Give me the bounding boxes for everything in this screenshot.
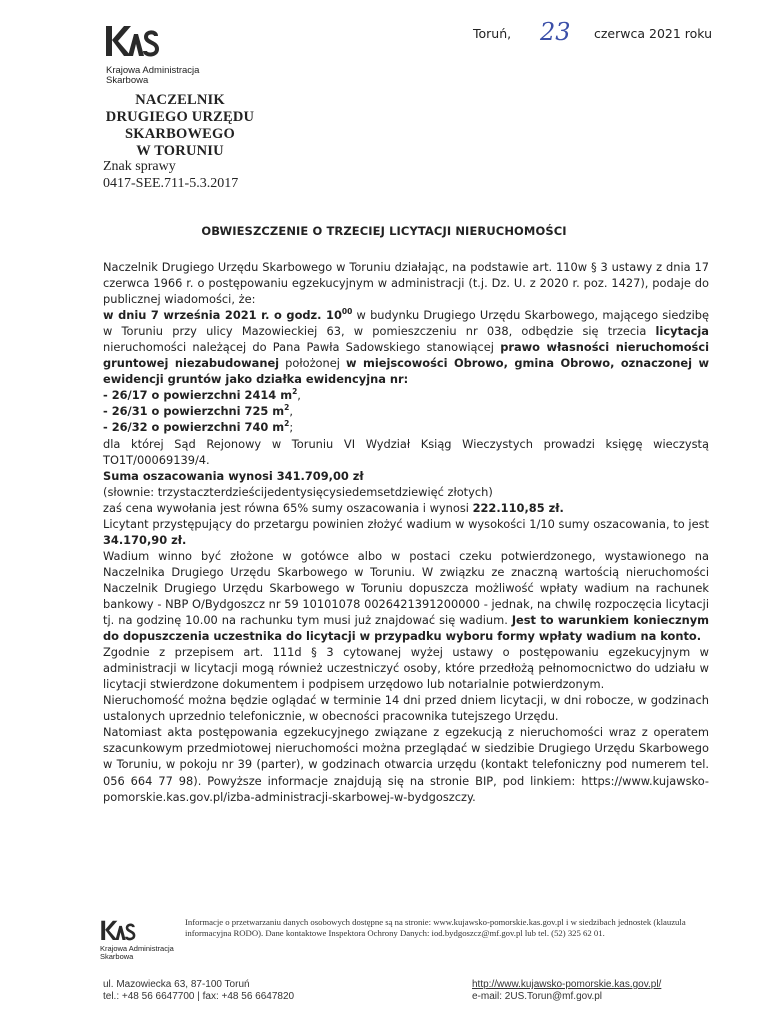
case-reference-label: Znak sprawy [103,159,176,174]
records-paragraph: Natomiast akta postępowania egzekucyjnego związane z egzekucją z nieruchomości wraz z operatem szacunkowym przedmiotowej nieruchomości można przeglądać w siedzibie Drugiego Urzędu Skarbowego w Toruniu, w pokoju nr 39 (parter), w godzinach otwarcia urzędu (kontakt telefoniczny pod numerem tel. 056 664 77 98). Powyższe informacje znajdują się na stronie BIP, pod linkiem: https://www.kujawsko-pomorskie.kas.gov.pl/izba-administracji-skarbowej-w-bydgoszczy. [103,725,709,804]
auction-location-text: w budynku Drugiego Urzędu Skarbowego, mającego siedzibę w Toruniu przy ulicy Mazowieckiej 63, w pomieszczeniu nr 038, odbędzie się trzecia [103,308,709,339]
privacy-note: Informacje o przetwarzaniu danych osobowych dostępne są na stronie: www.kujawsko-pomorskie.kas.gov.pl i w siedzibach jednostek (klauzula informacyjna RODO). Dane kontaktowe Inspektora Ochrony Danych: iod.bydgoszcz@mf.gov.pl lub tel. (52) 325 62 01. [185,917,686,938]
auction-hour-minutes: 00 [341,307,353,317]
office-heading [100,92,260,160]
valuation-sum: Suma oszacowania wynosi 341.709,00 zł [103,468,364,483]
footer-website-link[interactable]: http://www.kujawsko-pomorskie.kas.gov.pl/ [472,979,662,990]
city-label: Toruń, [473,26,512,41]
date-text: czerwca 2021 roku [594,26,713,41]
office-line2: DRUGIEGO URZĘDU [105,109,255,125]
located-text: położonej [279,356,347,371]
document-body [103,259,709,805]
intro-paragraph: Naczelnik Drugiego Urzędu Skarbowego w Toruniu działając, na podstawie art. 110w § 3 ustawy z dnia 17 czerwca 1966 r. o postępowaniu egzekucyjnym w administracji (t.j. Dz. U. z 2020 r. poz. 1427), podaje do publicznej wiadomości, że: [103,260,709,307]
deposit-paragraph: Licytant przystępujący do przetargu powinien złożyć wadium w wysokości 1/10 sumy oszacowania, to jest 34.170,90 zł. [103,516,709,547]
property-right: prawo własności nieruchomości gruntowej niezabudowanej [103,340,709,371]
footer-kas-caption: Krajowa Administracja Skarbowa [100,944,174,961]
document-title: OBWIESZCZENIE O TRZECIEJ LICYTACJI NIERUCHOMOŚCI [201,224,567,238]
kas-caption-line1: Krajowa Administracja [106,65,200,76]
power-of-attorney-paragraph: Zgodnie z przepisem art. 111d § 3 cytowanej wyżej ustawy o postępowaniu egzekucyjnym w administracji w licytacji mogą również uczestniczyć osoby, które przedłożą pełnomocnictwo do udziału w licytacji stwierdzone dokumentem i podpisem urzędowo lub notarialnie potwierdzonym. [103,645,709,692]
owner-text: nieruchomości należącej do Pana Pawła Sadowskiego stanowiącej [103,340,501,355]
kas-caption-line2: Skarbowa [106,75,149,86]
deposit-payment-paragraph: Wadium winno być złożone w gotówce albo w postaci czeku potwierdzonego, wystawionego na Naczelnika Drugiego Urzędu Skarbowego w Toruniu. W związku ze znaczną wartością nieruchomości Naczelnik Drugiego Urzędu Skarbowego w Toruniu dopuszcza możliwość wpłaty wadium na rachunek bankowy - NBP O/Bydgoszcz nr 59 10101078 0026421391200000 - jednak, na chwilę rozpoczęcia licytacji tj. na godzinę 10.00 na rachunku tym musi już znajdować się wadium. Jest to warunkiem koniecznym do dopuszczenia uczestnika do licytacji w przypadku wyboru formy wpłaty wadium na konto. [103,548,709,644]
case-reference-number: 0417-SEE.711-5.3.2017 [103,176,239,191]
call-price: zaś cena wywołania jest równa 65% sumy oszacowania i wynosi 222.110,85 zł. [103,500,564,515]
case-reference [103,158,238,192]
valuation-words: (słownie: trzystaczterdzieścijedentysięcysiedemsetdziewięć złotych) [103,484,493,499]
footer-address: ul. Mazowiecka 63, 87-100 Toruń [103,979,250,990]
kas-logo [104,22,160,62]
auction-date: w dniu 7 września 2021 r. o godz. 10 [103,308,342,323]
office-line4: W TORUNIU [136,143,224,159]
plot-item: - 26/17 o powierzchni 2414 $m^2$, [103,387,301,403]
footer-kas-logo-icon [100,918,136,944]
auction-type: licytacja [655,324,709,339]
auction-details-paragraph [103,307,709,387]
plot-item: - 26/31 o powierzchni 725 $m^2$, [103,403,293,419]
land-register-paragraph: dla której Sąd Rejonowy w Toruniu VI Wydział Ksiąg Wieczystych prowadzi księgę wieczystą TO1T/00069139/4. [103,436,709,467]
footer-phones: tel.: +48 56 6647700 | fax: +48 56 6647820 [103,991,295,1002]
kas-caption [106,66,199,86]
property-location: w miejscowości Obrowo, gmina Obrowo, oznaczonej w ewidencji gruntów jako działka ewidencyjna nr: [103,356,710,387]
footer-web [472,979,661,1003]
viewing-paragraph: Nieruchomość można będzie oglądać w terminie 14 dni przed dniem licytacji, w dni robocze, w godzinach ustalonych uprzednio telefonicznie, w obecności pracownika tutejszego Urzędu. [103,693,709,724]
office-line1: NACZELNIK [135,92,225,108]
footer-kas-logo [100,918,136,944]
footer-contact [103,979,294,1003]
handwritten-day: 23 [540,18,571,46]
kas-logo-icon [104,22,160,62]
plot-item: - 26/32 o powierzchni 740 $m^2$; [103,419,294,435]
office-line3: SKARBOWEGO [125,126,235,142]
footer-email[interactable]: e-mail: 2US.Torun@mf.gov.pl [472,991,603,1002]
